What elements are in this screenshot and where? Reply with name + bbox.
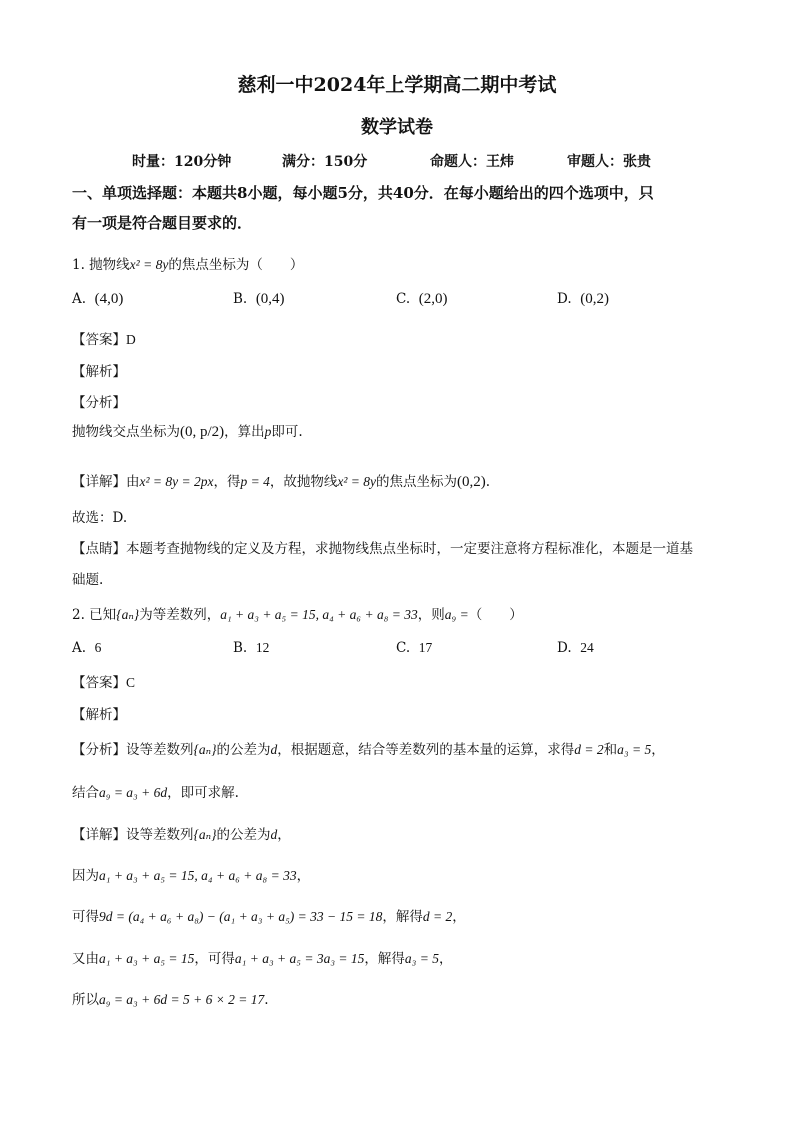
question-1-fenxi-tag: 【分析】 — [72, 395, 126, 411]
question-2-detail-line1: 【详解】设等差数列{aₙ}的公差为d， — [72, 827, 291, 843]
question-1-option-d: D. (0,2) — [557, 291, 609, 307]
question-2-stem: 2. 已知{aₙ}为等差数列，a₁ + a₃ + a₅ = 15, a₄ + a₆ + a₈ = 33，则a₉ =（ ） — [72, 607, 523, 623]
question-1-answer: 【答案】D — [72, 332, 136, 348]
question-1-option-b: B. (0,4) — [233, 291, 285, 307]
question-1-fenxi-text: 抛物线交点坐标为(0, p/2)，算出p即可. — [72, 424, 303, 440]
math-equation: x² = 8y — [129, 257, 169, 272]
question-2-option-d: D. 24 — [557, 640, 594, 656]
question-1-choice: 故选：D. — [72, 510, 128, 526]
question-2-answer: 【答案】C — [72, 675, 136, 691]
question-1-option-a: A. (4,0) — [72, 291, 124, 307]
question-1-analysis-tag: 【解析】 — [72, 364, 126, 380]
section-heading-line1: 一、单项选择题：本题共8小题，每小题5分，共40分．在每小题给出的四个选项中，只 — [72, 184, 654, 202]
question-2-option-c: C. 17 — [396, 640, 433, 656]
focus-coordinate: (0, p/2) — [180, 424, 225, 440]
exam-title: 慈利一中2024年上学期高二期中考试 — [237, 74, 557, 96]
question-1-stem: 1. 抛物线x² = 8y的焦点坐标为（ ） — [72, 257, 304, 273]
section-heading-line2: 有一项是符合题目要求的． — [72, 214, 253, 232]
exam-time: 时量：120分钟 — [132, 154, 232, 170]
question-2-analysis-tag: 【解析】 — [72, 707, 126, 723]
question-2-option-b: B. 12 — [233, 640, 270, 656]
question-2-detail-line4: 又由a₁ + a₃ + a₅ = 15，可得a₁ + a₃ + a₅ = 3a₃ = 15，解得a₃ = 5， — [72, 951, 453, 967]
question-2-option-a: A. 6 — [72, 640, 102, 656]
question-2-detail-line5: 所以a₉ = a₃ + 6d = 5 + 6 × 2 = 17. — [72, 992, 269, 1008]
question-1-detail: 【详解】由x² = 8y = 2px，得p = 4，故抛物线x² = 8y的焦点坐标为(0,2). — [72, 474, 491, 490]
exam-author: 命题人：王炜 — [430, 154, 514, 170]
exam-reviewer: 审题人：张贵 — [567, 154, 651, 170]
exam-score: 满分：150分 — [282, 154, 368, 170]
question-1-option-c: C. (2,0) — [396, 291, 448, 307]
question-2-detail-line3: 可得9d = (a₄ + a₆ + a₈) − (a₁ + a₃ + a₅) = 33 − 15 = 18，解得d = 2， — [72, 909, 466, 925]
exam-subtitle: 数学试卷 — [361, 117, 433, 138]
question-1-comment-line1: 【点睛】本题考查抛物线的定义及方程，求抛物线焦点坐标时，一定要注意将方程标准化，本题是一道基 — [72, 541, 693, 557]
question-1-comment-line2: 础题. — [72, 572, 104, 588]
question-2-detail-line2: 因为a₁ + a₃ + a₅ = 15, a₄ + a₆ + a₈ = 33， — [72, 868, 311, 884]
question-2-fenxi-line1: 【分析】设等差数列{aₙ}的公差为d，根据题意，结合等差数列的基本量的运算，求得d = 2和a₃ = 5， — [72, 742, 665, 758]
question-2-fenxi-line2: 结合a₉ = a₃ + 6d，即可求解. — [72, 785, 239, 801]
